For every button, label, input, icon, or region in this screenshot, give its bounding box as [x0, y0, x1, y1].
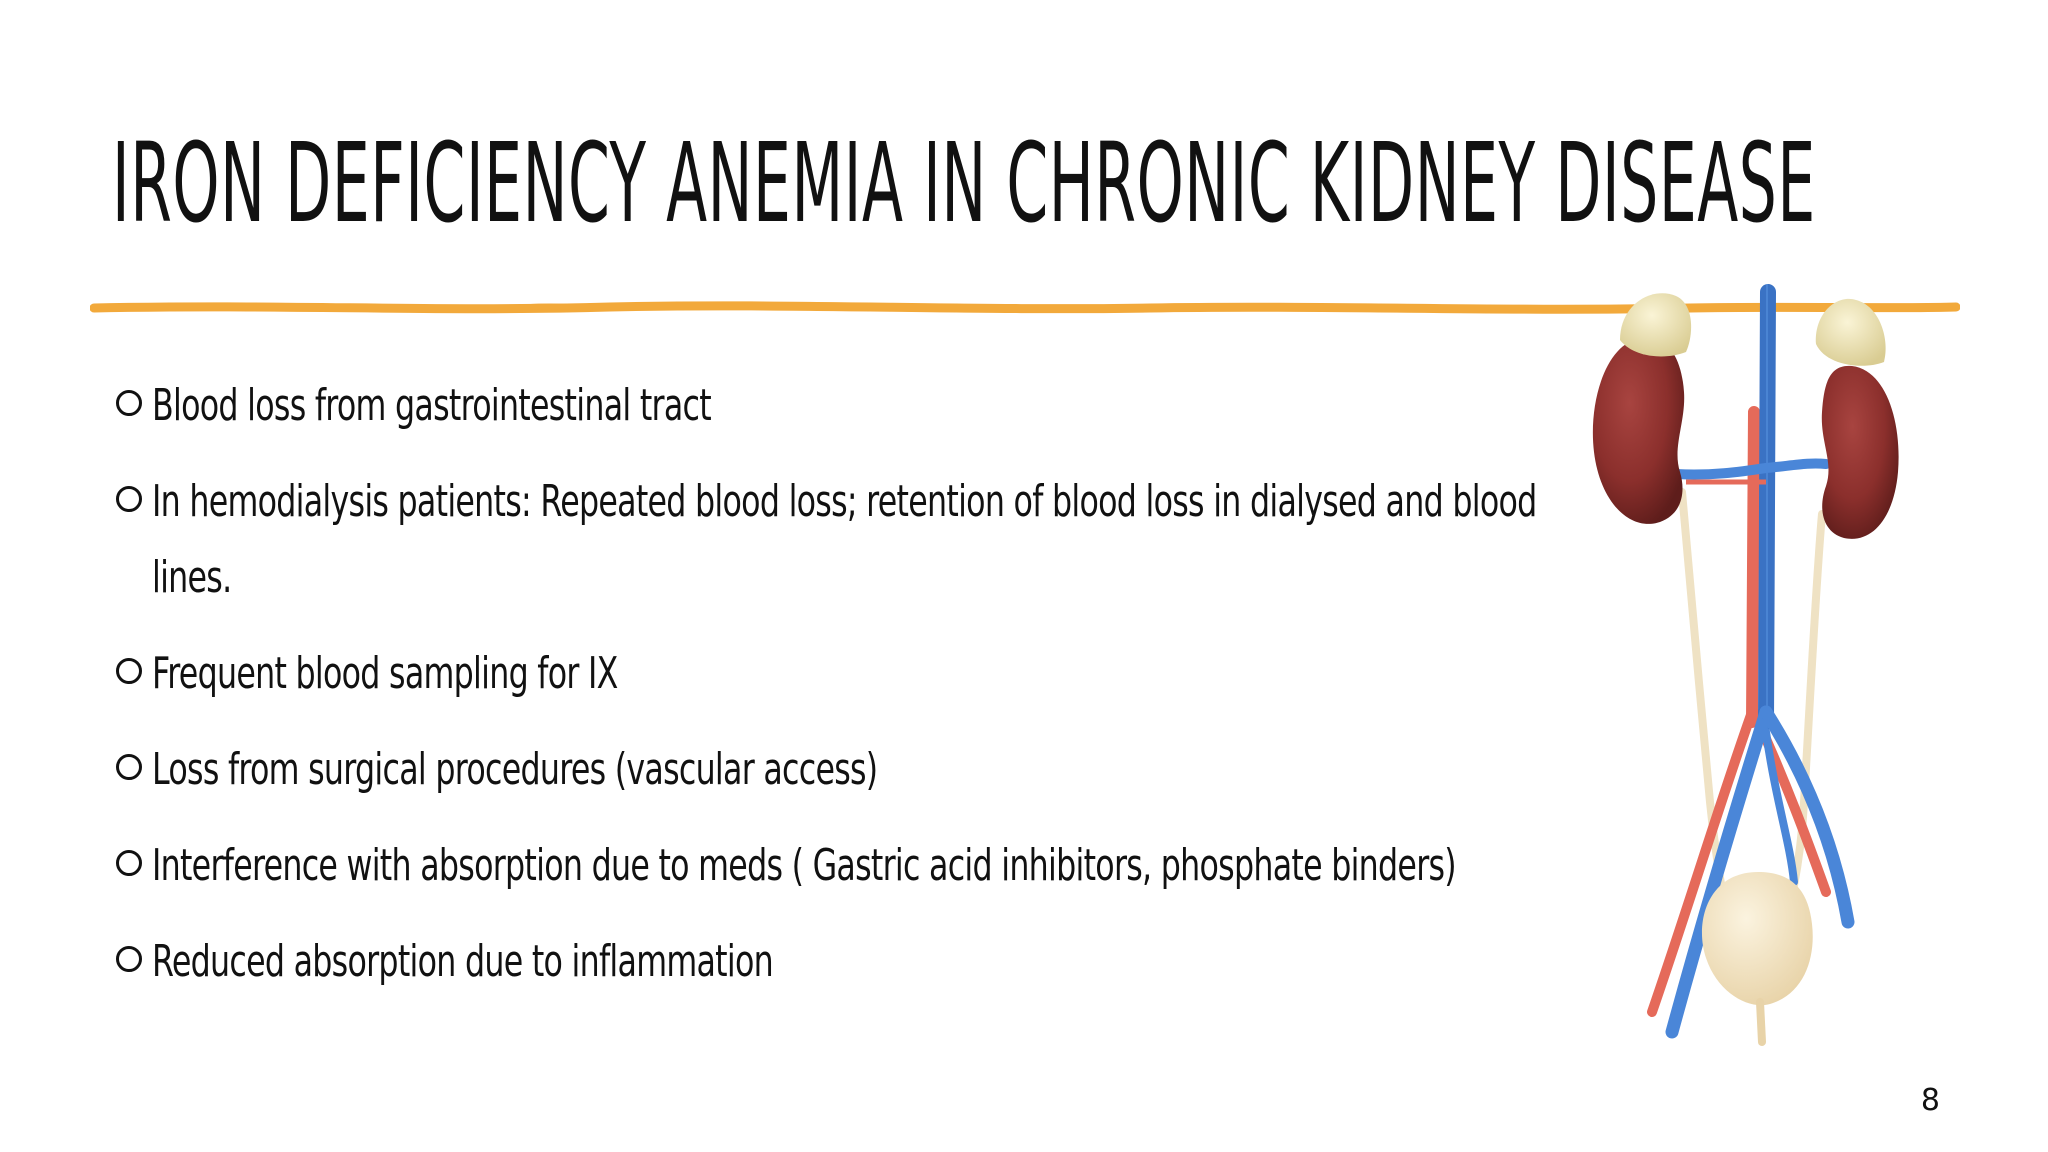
- list-item: Reduced absorption due to inflammation: [112, 924, 1542, 1000]
- circle-bullet-icon: [116, 850, 142, 876]
- circle-bullet-icon: [116, 754, 142, 780]
- list-item: Interference with absorption due to meds ( Gastric acid inhibitors, phosphate binders): [112, 828, 1542, 904]
- circle-bullet-icon: [116, 946, 142, 972]
- circle-bullet-icon: [116, 658, 142, 684]
- slide-title: IRON DEFICIENCY ANEMIA IN CHRONIC KIDNEY DISEASE: [112, 119, 1816, 247]
- bullet-list: [112, 368, 1542, 1020]
- list-item: Blood loss from gastrointestinal tract: [112, 368, 1542, 444]
- list-item: Loss from surgical procedures (vascular access): [112, 732, 1542, 808]
- page-number: 8: [1920, 1083, 1940, 1118]
- list-item: Frequent blood sampling for IX: [112, 636, 1542, 712]
- list-item: In hemodialysis patients: Repeated blood loss; retention of blood loss in dialysed and blood lines.: [112, 464, 1542, 616]
- circle-bullet-icon: [116, 486, 142, 512]
- circle-bullet-icon: [116, 390, 142, 416]
- urinary-system-illustration: [1590, 282, 1920, 1052]
